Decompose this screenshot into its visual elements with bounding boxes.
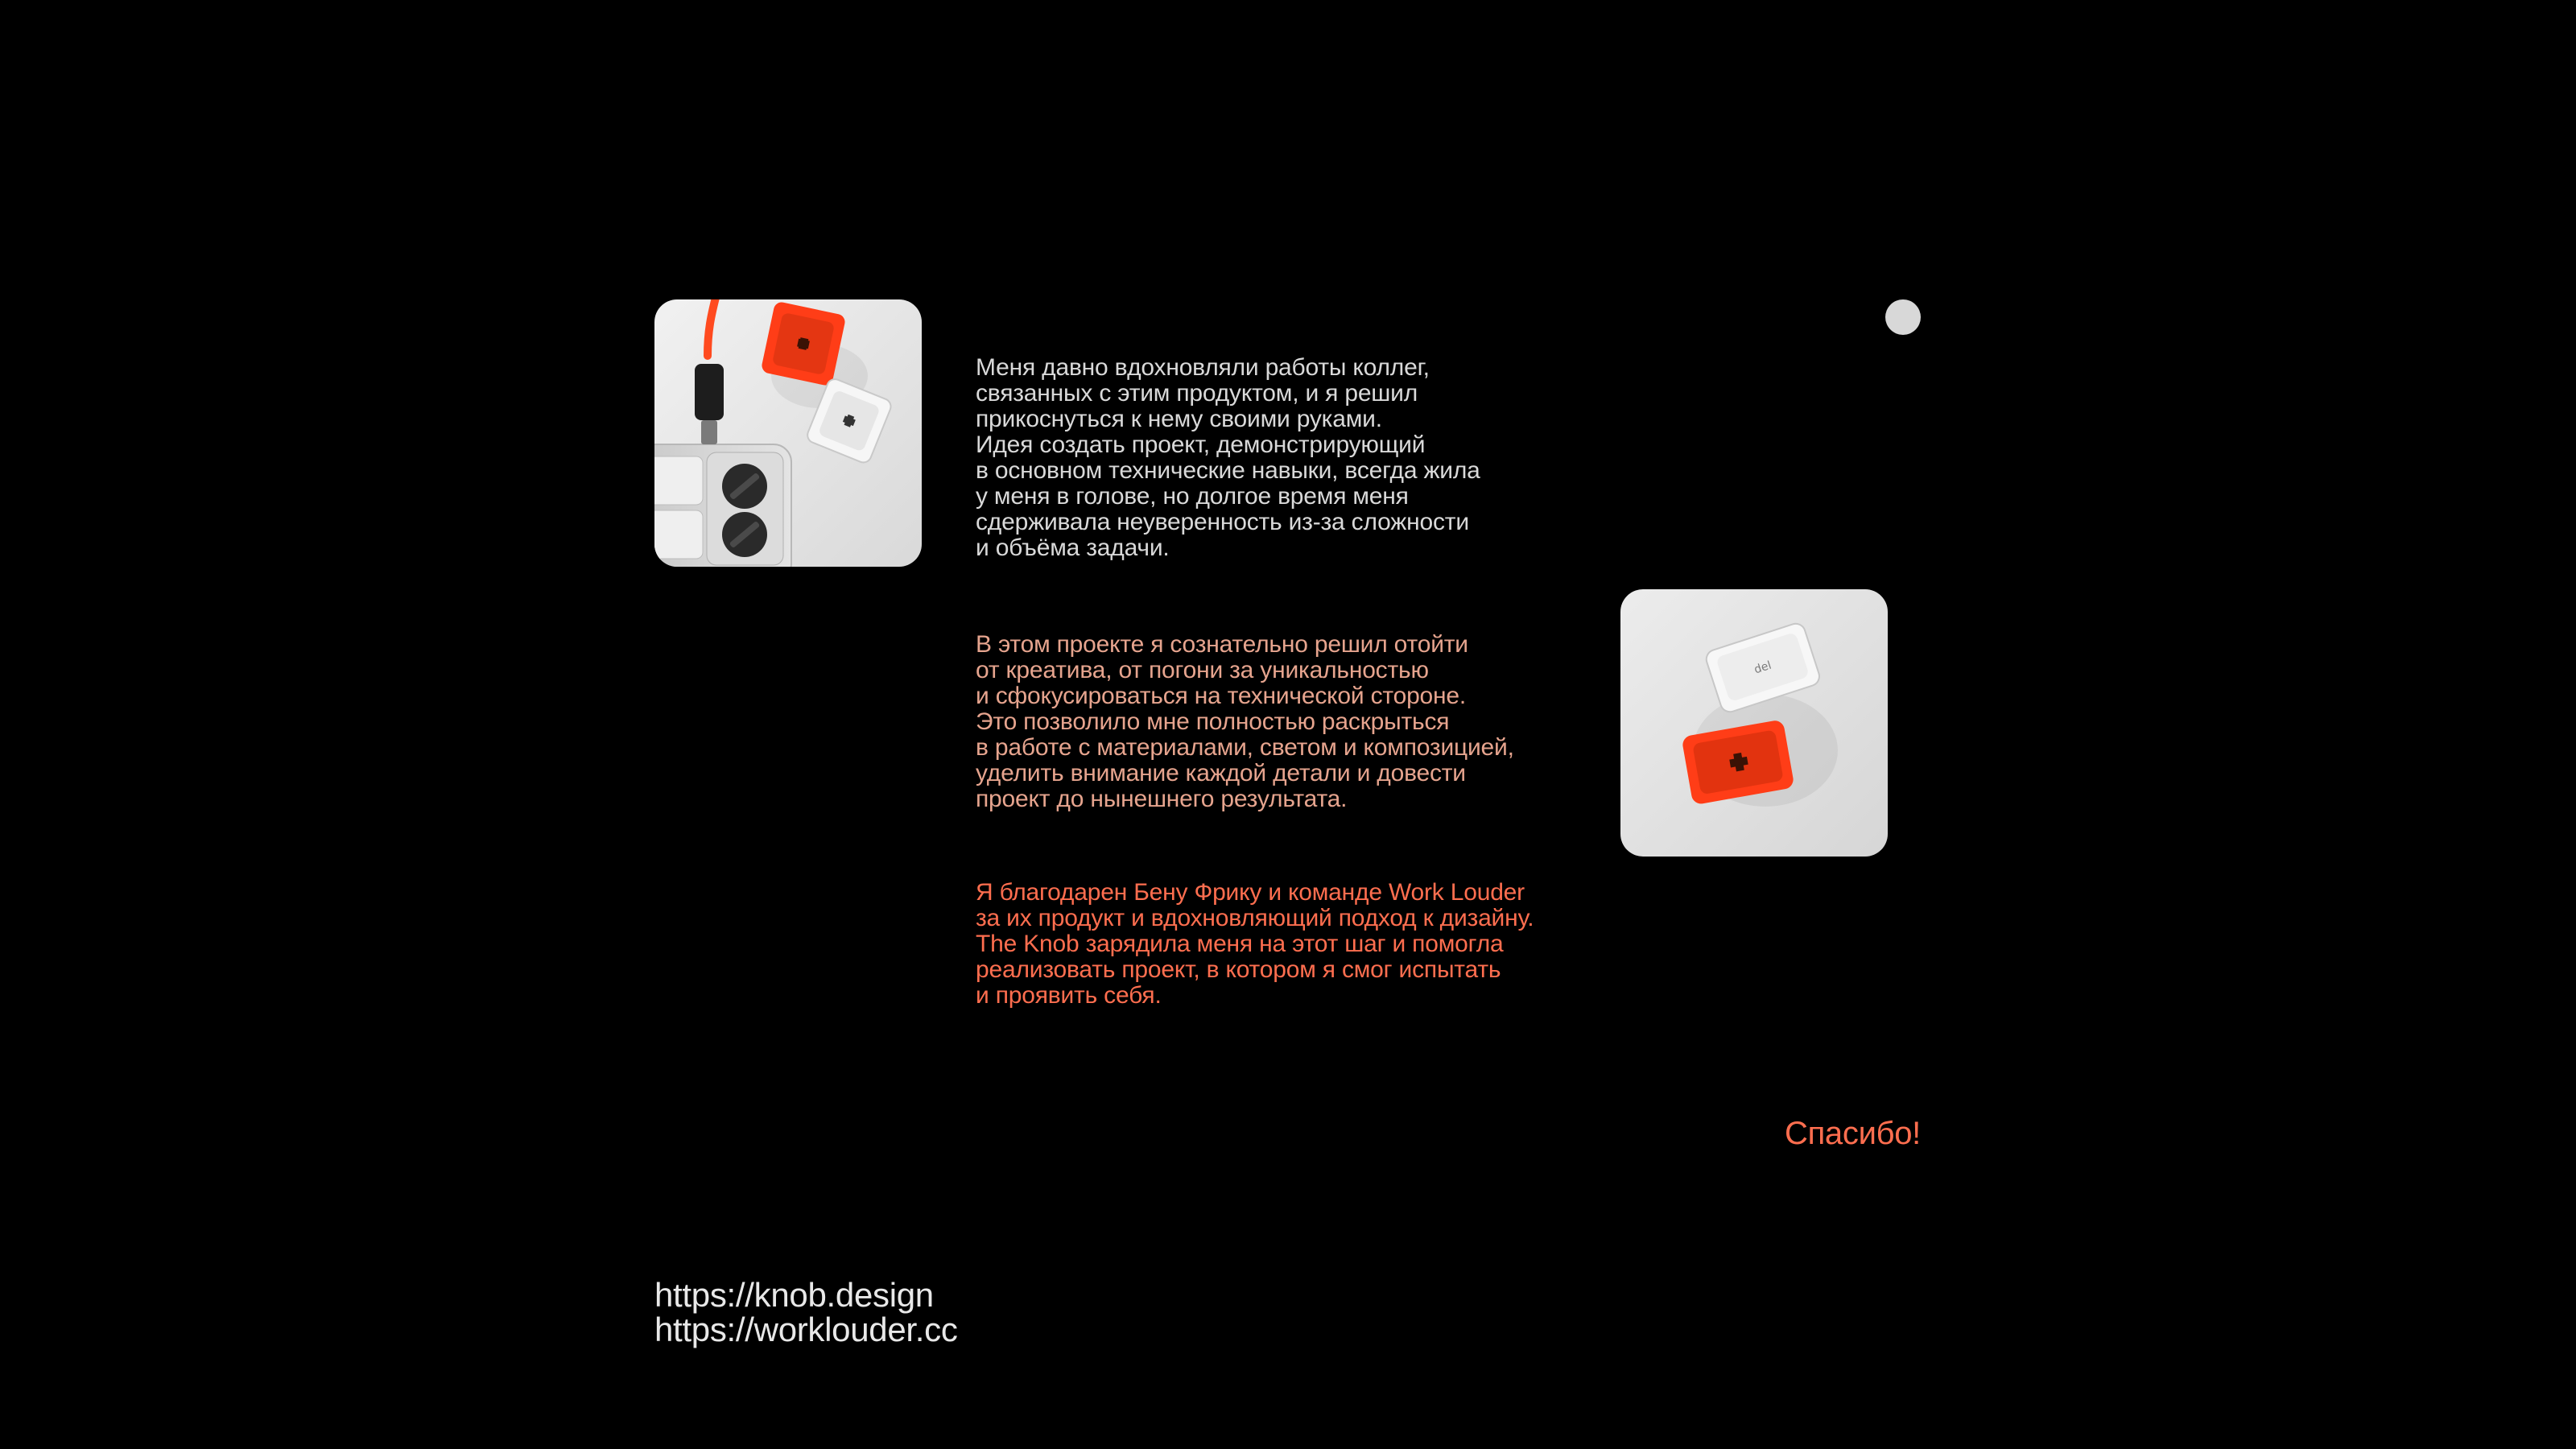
intro-paragraph: Меня давно вдохновляли работы коллег, связанных с этим продуктом, и я решил прикоснуться к нему своими руками. Идея создать проект, демонстрирующий в основном технические навыки, всегда жила у меня в голове, но долгое время меня сдерживала неуверенность из-за сложности и объёма задачи. xyxy=(976,354,1480,561)
link-knob-design[interactable]: https://knob.design xyxy=(654,1276,934,1314)
links-list xyxy=(654,1278,958,1347)
keycaps-illustration xyxy=(1620,589,1888,857)
link-worklouder[interactable]: https://worklouder.cc xyxy=(654,1311,958,1348)
keycap-label: del xyxy=(1752,658,1773,677)
product-photo-keycaps xyxy=(1620,589,1888,857)
product-photo-cable-keycaps xyxy=(654,299,922,567)
thanks-paragraph: Я благодарен Бену Фрику и команде Work Louder за их продукт и вдохновляющий подход к дизайну. The Knob зарядила меня на этот шаг и помогла реализовать проект, в котором я смог испытать и проявить себя. xyxy=(976,879,1534,1009)
accent-dot xyxy=(1885,299,1921,335)
keyboard-cable-illustration xyxy=(654,299,922,567)
approach-paragraph: В этом проекте я сознательно решил отойти от креатива, от погони за уникальностью и сфокусироваться на технической стороне. Это позволило мне полностью раскрыться в работе с материалами, светом и композицией, уделить внимание каждой детали и довести проект до нынешнего результата. xyxy=(976,631,1514,812)
closing-text: Спасибо! xyxy=(1784,1116,1921,1151)
